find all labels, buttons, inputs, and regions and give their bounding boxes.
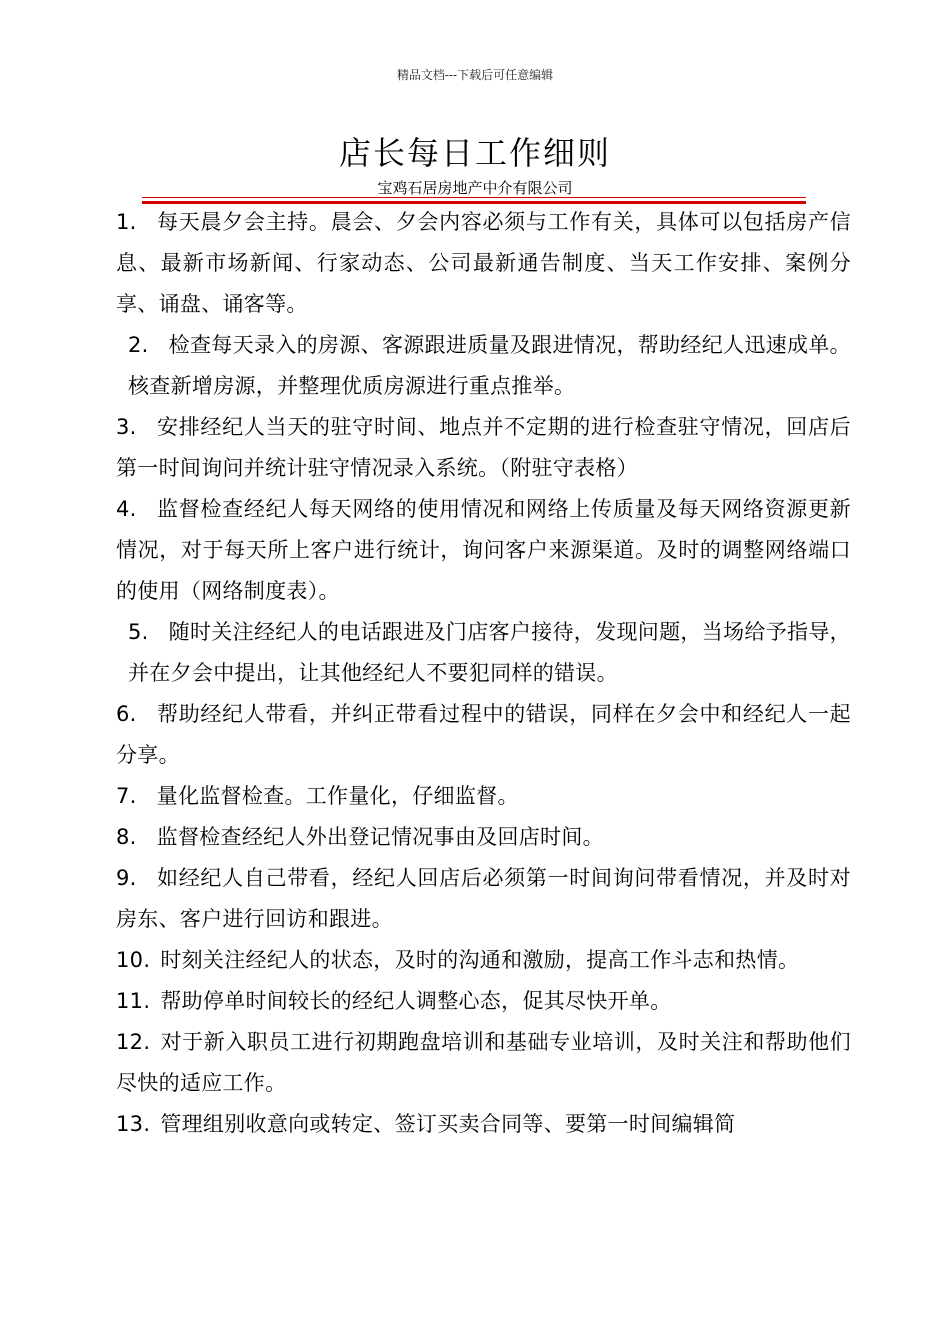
list-item	[116, 407, 851, 489]
item-text: 管理组别收意向或转定、签订买卖合同等、要第一时间编辑简	[160, 1112, 736, 1136]
list-item	[116, 202, 851, 325]
list-item	[116, 858, 851, 940]
item-text: 监督检查经纪人每天网络的使用情况和网络上传质量及每天网络资源更新情况，对于每天所上客户进行统计，询问客户来源渠道。及时的调整网络端口的使用（网络制度表）。	[116, 497, 851, 603]
item-text: 如经纪人自己带看，经纪人回店后必须第一时间询问带看情况，并及时对房东、客户进行回访和跟进。	[116, 866, 851, 931]
item-number: 13.	[116, 1112, 151, 1136]
item-number: 1.	[116, 210, 137, 234]
list-item	[116, 489, 851, 612]
company-name: 宝鸡石居房地产中介有限公司	[377, 179, 573, 197]
page-title: 店长每日工作细则	[338, 134, 611, 172]
item-number: 9.	[116, 866, 137, 890]
item-number: 8.	[116, 825, 137, 849]
list-item	[116, 940, 851, 981]
header-note: 精品文档---下载后可任意编辑	[396, 68, 554, 82]
title-rule-thin	[142, 197, 806, 198]
list-item	[116, 1104, 851, 1145]
item-number: 6.	[116, 702, 137, 726]
item-text: 帮助停单时间较长的经纪人调整心态，促其尽快开单。	[160, 989, 672, 1013]
list-item	[116, 981, 851, 1022]
item-number: 10.	[116, 948, 151, 972]
item-number: 12.	[116, 1030, 151, 1054]
item-text: 每天晨夕会主持。晨会、夕会内容必须与工作有关，具体可以包括房产信息、最新市场新闻、行家动态、公司最新通告制度、当天工作安排、案例分享、诵盘、诵客等。	[116, 210, 851, 316]
item-number: 3.	[116, 415, 137, 439]
item-text: 安排经纪人当天的驻守时间、地点并不定期的进行检查驻守情况，回店后第一时间询问并统计驻守情况录入系统。（附驻守表格）	[116, 415, 851, 480]
item-number: 2.	[128, 333, 149, 357]
item-number: 7.	[116, 784, 137, 808]
list-item	[116, 776, 851, 817]
item-text: 监督检查经纪人外出登记情况事由及回店时间。	[156, 825, 604, 849]
list-item	[116, 1022, 851, 1104]
list-item	[116, 612, 851, 694]
item-text: 随时关注经纪人的电话跟进及门店客户接待，发现问题，当场给予指导，并在夕会中提出，让其他经纪人不要犯同样的错误。	[128, 620, 851, 685]
list-item	[116, 817, 851, 858]
rules-list	[116, 202, 851, 1145]
list-item	[116, 694, 851, 776]
list-item	[116, 325, 851, 407]
item-number: 11.	[116, 989, 151, 1013]
item-text: 对于新入职员工进行初期跑盘培训和基础专业培训，及时关注和帮助他们尽快的适应工作。	[116, 1030, 851, 1095]
item-text: 检查每天录入的房源、客源跟进质量及跟进情况，帮助经纪人迅速成单。核查新增房源，并整理优质房源进行重点推举。	[128, 333, 851, 398]
item-number: 4.	[116, 497, 137, 521]
item-text: 时刻关注经纪人的状态，及时的沟通和激励，提高工作斗志和热情。	[160, 948, 800, 972]
item-number: 5.	[128, 620, 149, 644]
item-text: 量化监督检查。工作量化，仔细监督。	[156, 784, 519, 808]
item-text: 帮助经纪人带看，并纠正带看过程中的错误，同样在夕会中和经纪人一起分享。	[116, 702, 851, 767]
